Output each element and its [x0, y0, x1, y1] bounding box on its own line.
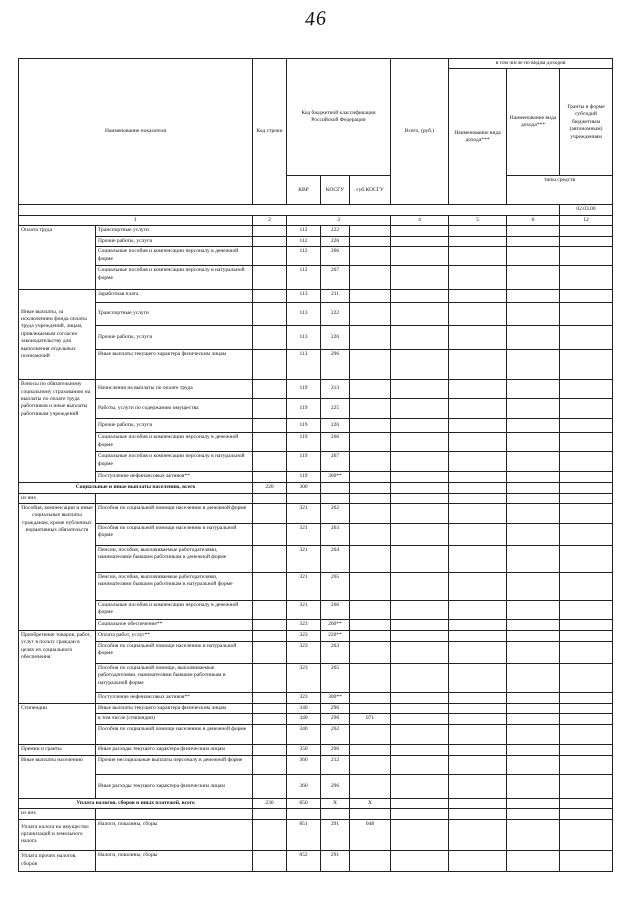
tax-total-x: X: [350, 798, 391, 808]
table-row: [19, 472, 613, 483]
table-row: [19, 755, 613, 774]
row-kvr: 321: [287, 545, 321, 572]
header-funds-type: типы средств: [507, 176, 613, 205]
group-label: Приобретение товаров, работ, услуг в пользу граждан в целях их социального обеспечения: [19, 630, 96, 703]
header-kosgu: КОСГУ: [321, 176, 350, 205]
row-name: Иные расходы текущего характера физическим лицам: [96, 745, 253, 755]
row-kosgu: 266: [321, 433, 350, 452]
row-kvr: 119: [287, 399, 321, 419]
row-sub-kosgu: [350, 399, 391, 419]
row-name: Иные выплаты текущего характера физическим лицам: [96, 703, 253, 713]
row-name: Поступление нефинансовых активов**: [96, 692, 253, 703]
soc-total-code: 220: [253, 483, 287, 493]
header-row: [19, 59, 613, 69]
row-kvr: 323: [287, 641, 321, 663]
row-name: Иные расходы текущего характера физическим лицам: [96, 774, 253, 798]
tax-total-kvr: 850: [287, 798, 321, 808]
row-kosgu: 222: [321, 226, 350, 236]
row-sub-kosgu: [350, 452, 391, 472]
table-row: [19, 641, 613, 663]
row-kvr: 360: [287, 755, 321, 774]
header-total: Всего, (руб.): [391, 59, 449, 205]
row-kosgu: 296: [321, 745, 350, 755]
row-name: Транспортные услуги: [96, 303, 253, 326]
row-name: в том числе (стипендии): [96, 714, 253, 725]
row-name: Пособия по социальной помощи населению в натуральной форме: [96, 523, 253, 545]
row-sub-kosgu: [350, 774, 391, 798]
table-row: [19, 452, 613, 472]
row-sub-kosgu: [350, 236, 391, 246]
row-kvr: 321: [287, 523, 321, 545]
row-name: Пособия по социальной помощи населению в денежной форме: [96, 503, 253, 523]
row-sub-kosgu: [350, 247, 391, 266]
row-kosgu: 222: [321, 303, 350, 326]
row-sub-kosgu: [350, 226, 391, 236]
row-name: Пенсии, пособия, выплачиваемые работодателями, нанимателями бывшим работникам в денежной форме: [96, 545, 253, 572]
row-sub-kosgu: [350, 641, 391, 663]
row-kvr: 360: [287, 774, 321, 798]
table-row: [19, 819, 613, 850]
group-label: Иные выплаты, за исключением фонда оплаты труда учреждений, лицам, привлекаемым согласно законодательству для выполнения отдельных полномочий: [19, 290, 96, 380]
row-name: Социальные пособия и компенсации персоналу в денежной форме: [96, 247, 253, 266]
tax-total-code: 230: [253, 798, 287, 808]
row-kosgu: 267: [321, 452, 350, 472]
row-kosgu: 262: [321, 503, 350, 523]
row-kvr: 321: [287, 503, 321, 523]
row-name: Пособия по социальной помощи, выплачиваемые работодателями, нанимателями бывшим работникам в натуральной форме: [96, 663, 253, 692]
row-name: Иные выплаты текущего характера физическим лицам: [96, 350, 253, 380]
row-sub-kosgu: [350, 692, 391, 703]
total-row: [19, 798, 613, 808]
soc-total-kvr: 300: [287, 483, 321, 493]
header-income-type: Наименование вида дохода***: [507, 69, 560, 176]
table-row: [19, 493, 613, 503]
of-them-label: из них: [19, 809, 96, 819]
row-kvr: 113: [287, 290, 321, 303]
group-label: Уплата налога на имущество организаций и земельного налога: [19, 819, 96, 850]
row-kosgu: 296: [321, 774, 350, 798]
row-kosgu: 296: [321, 714, 350, 725]
table-row: [19, 703, 613, 713]
of-them-label: из них: [19, 493, 96, 503]
col-number: 6: [507, 215, 560, 225]
row-sub-kosgu: [350, 850, 391, 871]
row-name: Прочие работы, услуги: [96, 236, 253, 246]
row-kosgu: 260**: [321, 619, 350, 630]
table-row: [19, 326, 613, 350]
row-kosgu: 212: [321, 755, 350, 774]
row-kosgu: 291: [321, 850, 350, 871]
table-row: [19, 290, 613, 303]
row-kvr: 113: [287, 303, 321, 326]
row-sub-kosgu: [350, 725, 391, 745]
col-number: 4: [391, 215, 449, 225]
row-kosgu: 291: [321, 819, 350, 850]
row-kvr: 323: [287, 630, 321, 641]
row-name: Поступление нефинансовых активов**: [96, 472, 253, 483]
row-name: Прочие работы, услуги: [96, 326, 253, 350]
table-row: [19, 850, 613, 871]
header-name: Наименование показателя: [19, 59, 253, 205]
table-row: [19, 545, 613, 572]
total-row: [19, 483, 613, 493]
row-sub-kosgu: [350, 755, 391, 774]
group-label: Взносы по обязательному социальному страхованию на выплаты по оплате труда работников и иные выплаты работникам учреждений: [19, 380, 96, 483]
row-sub-kosgu: [350, 303, 391, 326]
row-sub-kosgu: [350, 503, 391, 523]
col-number: 3: [287, 215, 391, 225]
row-sub-kosgu: [350, 523, 391, 545]
row-sub-kosgu: [350, 266, 391, 290]
row-name: Прочие несоциальные выплаты персоналу в денежной форме: [96, 755, 253, 774]
table-row: [19, 247, 613, 266]
row-name: Пособия по социальной помощи населению в натуральной форме: [96, 641, 253, 663]
row-name: Заработная плата: [96, 290, 253, 303]
header-income-type: Наименование вида дохода***: [449, 69, 507, 205]
group-label: Пособия, компенсации и иные социальные выплаты гражданам, кроме публичных нормативных обязательств: [19, 503, 96, 630]
row-kosgu: 296: [321, 350, 350, 380]
row-kvr: 119: [287, 380, 321, 399]
table-row: [19, 774, 613, 798]
table-row: [19, 663, 613, 692]
header-line-code: Код строки: [253, 59, 287, 205]
table-row: [19, 745, 613, 755]
row-sub-kosgu: 048: [350, 819, 391, 850]
column-number-row: [19, 215, 613, 225]
table-row: [19, 714, 613, 725]
row-sub-kosgu: [350, 472, 391, 483]
row-kosgu: 265: [321, 572, 350, 600]
row-kvr: 119: [287, 452, 321, 472]
row-kvr: 340: [287, 703, 321, 713]
row-sub-kosgu: [350, 619, 391, 630]
row-sub-kosgu: [350, 572, 391, 600]
row-kvr: 112: [287, 226, 321, 236]
row-kosgu: 211: [321, 290, 350, 303]
row-name: Прочие работы, услуги: [96, 419, 253, 433]
table-row: [19, 725, 613, 745]
table-row: [19, 630, 613, 641]
row-kosgu: 263: [321, 641, 350, 663]
group-label: Иные выплаты населению: [19, 755, 96, 798]
row-kosgu: 220**: [321, 630, 350, 641]
table-row: [19, 692, 613, 703]
row-kosgu: 296: [321, 703, 350, 713]
col-number: 12: [560, 215, 613, 225]
row-kosgu: 266: [321, 600, 350, 619]
row-kosgu: 225: [321, 399, 350, 419]
row-sub-kosgu: [350, 419, 391, 433]
row-name: Работы, услуги по содержанию имущества: [96, 399, 253, 419]
table-row: [19, 236, 613, 246]
col-number: 5: [449, 215, 507, 225]
header-row: [19, 205, 613, 215]
row-kosgu: 265: [321, 663, 350, 692]
row-sub-kosgu: 071: [350, 714, 391, 725]
row-kosgu: 263: [321, 523, 350, 545]
row-name: Оплата работ, услуг**: [96, 630, 253, 641]
row-kosgu: 262: [321, 725, 350, 745]
row-name: Начисления на выплаты по оплате труда: [96, 380, 253, 399]
header-kvr: КВР: [287, 176, 321, 205]
row-name: Налоги, пошлины, сборы: [96, 819, 253, 850]
table-row: [19, 350, 613, 380]
row-sub-kosgu: [350, 350, 391, 380]
row-sub-kosgu: [350, 745, 391, 755]
row-kvr: 851: [287, 819, 321, 850]
row-name: Пенсии, пособия, выплачиваемые работодателями, нанимателями бывшим работникам в натуральной форме: [96, 572, 253, 600]
table-row: [19, 226, 613, 236]
row-kvr: 340: [287, 725, 321, 745]
row-kosgu: 266: [321, 247, 350, 266]
row-name: Пособия по социальной помощи населению в денежной форме: [96, 725, 253, 745]
row-name: Социальные пособия и компенсации персоналу в денежной форме: [96, 600, 253, 619]
row-kosgu: 226: [321, 236, 350, 246]
row-kvr: 113: [287, 350, 321, 380]
row-kosgu: 300**: [321, 472, 350, 483]
row-name: Социальные пособия и компенсации персоналу в денежной форме: [96, 433, 253, 452]
row-name: Транспортные услуги: [96, 226, 253, 236]
row-kosgu: 226: [321, 326, 350, 350]
header-subsidy-code: 02.03.00: [560, 205, 613, 215]
row-sub-kosgu: [350, 290, 391, 303]
row-kosgu: 226: [321, 419, 350, 433]
table-row: [19, 303, 613, 326]
table-row: [19, 399, 613, 419]
row-kvr: 323: [287, 619, 321, 630]
row-sub-kosgu: [350, 433, 391, 452]
row-name: Социальные пособия и компенсации персоналу в натуральной форме: [96, 452, 253, 472]
row-kvr: 323: [287, 692, 321, 703]
table-row: [19, 572, 613, 600]
table-row: [19, 600, 613, 619]
header-subsidy: Гранты в форме субсидий бюджетным (автономным) учреждениям: [560, 69, 613, 176]
tax-total-label: Уплата налогов, сборов и иных платежей, всего: [19, 798, 253, 808]
row-kvr: 321: [287, 600, 321, 619]
group-label: Оплата труда: [19, 226, 96, 290]
row-kosgu: 300**: [321, 692, 350, 703]
page-number: 46: [304, 7, 328, 31]
table-row: [19, 433, 613, 452]
row-sub-kosgu: [350, 545, 391, 572]
row-kosgu: 264: [321, 545, 350, 572]
row-kvr: 119: [287, 433, 321, 452]
row-sub-kosgu: [350, 380, 391, 399]
tax-total-x: X: [321, 798, 350, 808]
header-incl-income: в том числе по видам доходов: [449, 59, 613, 69]
row-kosgu: 267: [321, 266, 350, 290]
table-row: [19, 619, 613, 630]
table-row: [19, 809, 613, 819]
table-row: [19, 503, 613, 523]
row-kvr: 350: [287, 745, 321, 755]
soc-total-label: Социальные и иные выплаты населению, всего: [19, 483, 253, 493]
row-sub-kosgu: [350, 600, 391, 619]
row-sub-kosgu: [350, 326, 391, 350]
header-sub-kosgu: суб.КОСГУ: [350, 176, 391, 205]
row-kvr: 340: [287, 714, 321, 725]
table-row: [19, 266, 613, 290]
row-kvr: 321: [287, 572, 321, 600]
row-kvr: 119: [287, 472, 321, 483]
row-sub-kosgu: [350, 663, 391, 692]
row-sub-kosgu: [350, 703, 391, 713]
row-kvr: 323: [287, 663, 321, 692]
plan-table: [18, 58, 613, 872]
row-name: Налоги, пошлины, сборы: [96, 850, 253, 871]
row-kvr: 112: [287, 247, 321, 266]
row-kvr: 112: [287, 266, 321, 290]
row-kvr: 112: [287, 236, 321, 246]
row-kvr: 852: [287, 850, 321, 871]
col-number: 1: [19, 215, 253, 225]
table-row: [19, 419, 613, 433]
row-kvr: 113: [287, 326, 321, 350]
group-label: Уплата прочих налогов, сборов: [19, 850, 96, 871]
group-label: Премии и гранты: [19, 745, 96, 755]
row-kvr: 119: [287, 419, 321, 433]
row-sub-kosgu: [350, 630, 391, 641]
table-row: [19, 380, 613, 399]
row-name: Социальные пособия и компенсации персоналу в натуральной форме: [96, 266, 253, 290]
row-name: Социальное обеспечение**: [96, 619, 253, 630]
header-bk-code: Код бюджетной классификации Российской Федерации: [287, 59, 391, 176]
table-row: [19, 523, 613, 545]
row-kosgu: 213: [321, 380, 350, 399]
col-number: 2: [253, 215, 287, 225]
group-label: Стипендии: [19, 703, 96, 744]
